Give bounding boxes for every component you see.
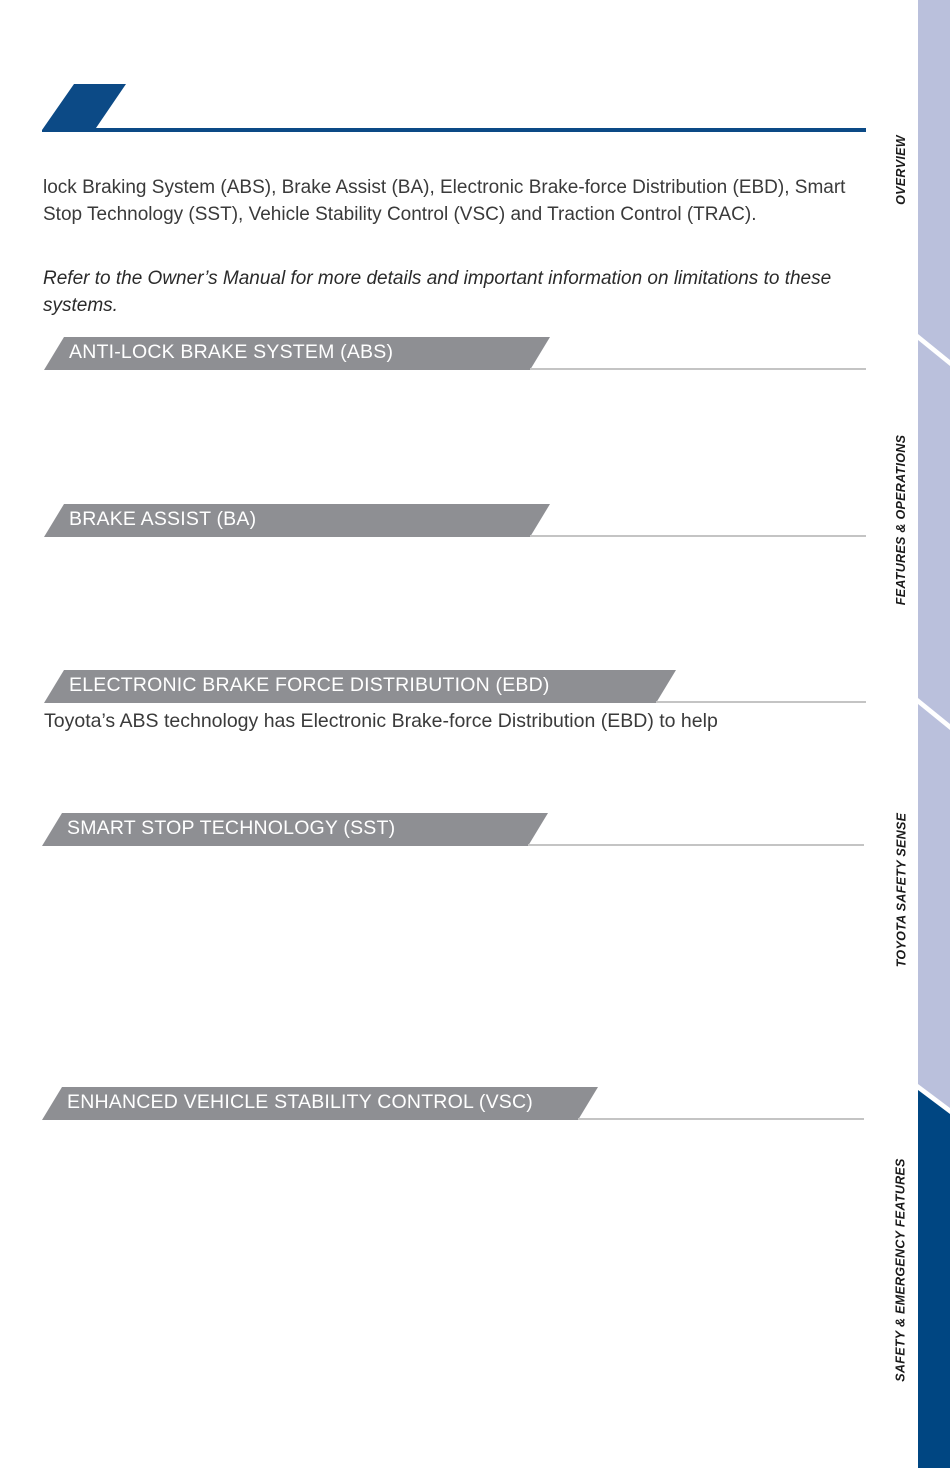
ebd-body-text: Toyota’s ABS technology has Electronic Brake-force Distribution (EBD) to help <box>44 710 718 732</box>
section-header-abs <box>44 336 866 372</box>
section-title: SMART STOP TECHNOLOGY (SST) <box>67 817 396 839</box>
tab-toyota-safety-sense[interactable] <box>886 780 916 1000</box>
tab-overview[interactable] <box>886 90 916 250</box>
owners-manual-note: Refer to the Owner’s Manual for more details and important information on limitations to these systems. <box>43 268 832 316</box>
section-title: ENHANCED VEHICLE STABILITY CONTROL (VSC) <box>67 1091 533 1113</box>
tab-safety-emergency-features[interactable] <box>886 1130 916 1410</box>
section-title: BRAKE ASSIST (BA) <box>69 508 257 530</box>
section-title: ANTI-LOCK BRAKE SYSTEM (ABS) <box>69 341 394 363</box>
section-header-vsc <box>42 1086 864 1122</box>
tab-label-overview: OVERVIEW <box>894 135 908 205</box>
section-title: ELECTRONIC BRAKE FORCE DISTRIBUTION (EBD) <box>69 674 550 696</box>
chapter-sidebar <box>886 0 950 1468</box>
section-header-ebd <box>44 669 866 705</box>
tab-label-safety-emergency-features: SAFETY & EMERGENCY FEATURES <box>894 1158 909 1382</box>
tab-label-features-operations: FEATURES & OPERATIONS <box>894 434 908 606</box>
tab-features-operations[interactable] <box>886 400 916 640</box>
header-accent-bar <box>42 82 866 134</box>
section-header-sst <box>42 812 864 848</box>
tab-label-toyota-safety-sense: TOYOTA SAFETY SENSE <box>894 812 909 968</box>
section-header-ba <box>44 503 866 539</box>
intro-paragraph: lock Braking System (ABS), Brake Assist (BA), Electronic Brake-force Distribution (EBD), Smart Stop Technology (SST), Vehicle Stability Control (VSC) and Traction Control (TRAC). <box>43 177 846 225</box>
